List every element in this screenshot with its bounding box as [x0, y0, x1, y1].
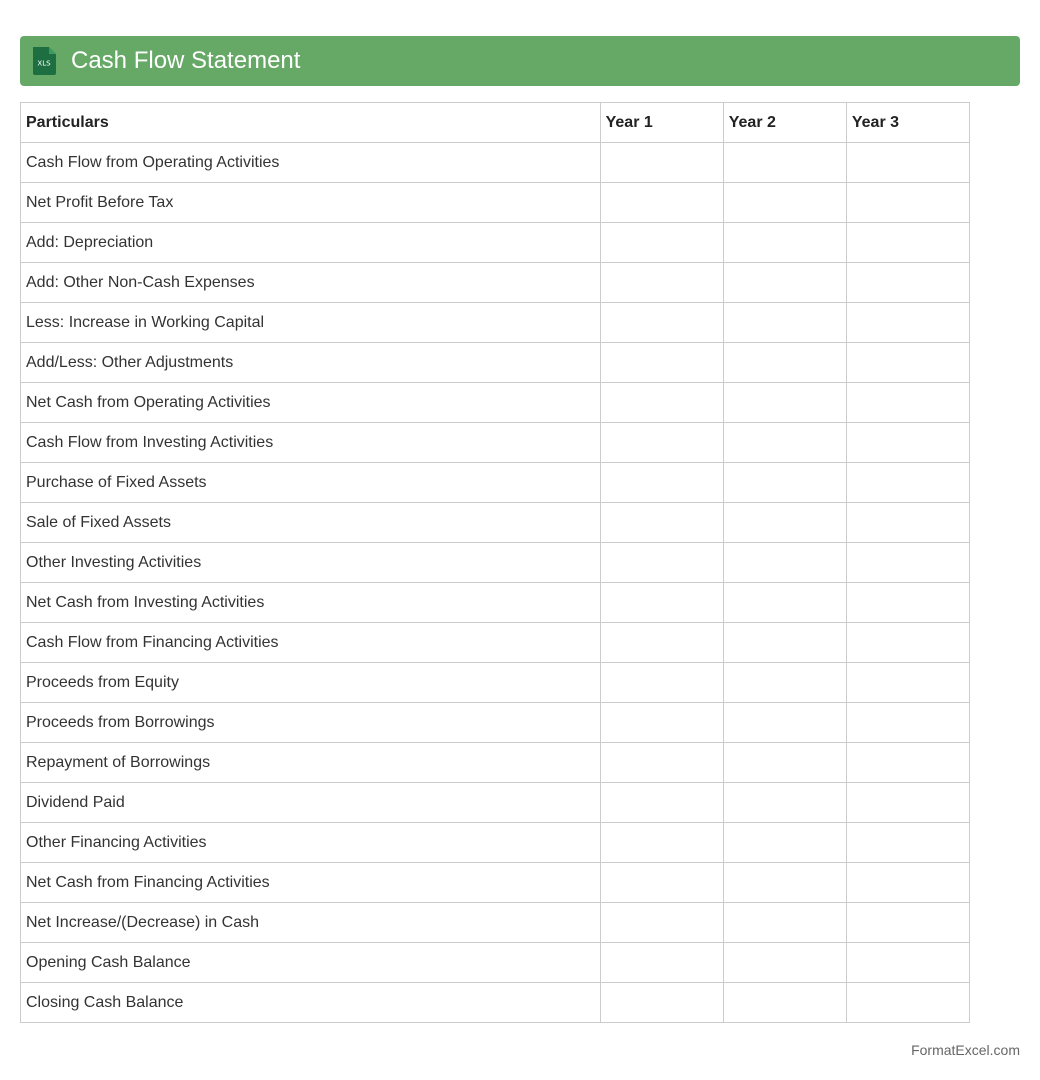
year-2-cell[interactable] — [723, 663, 846, 703]
year-3-cell[interactable] — [846, 383, 969, 423]
year-1-cell[interactable] — [600, 343, 723, 383]
year-1-cell[interactable] — [600, 543, 723, 583]
table-row — [21, 783, 970, 823]
row-label: Sale of Fixed Assets — [21, 503, 601, 543]
column-header-year-2: Year 2 — [723, 103, 846, 143]
table-row — [21, 543, 970, 583]
table-body — [21, 143, 970, 1023]
xls-file-icon — [30, 46, 58, 76]
year-2-cell[interactable] — [723, 303, 846, 343]
row-label: Repayment of Borrowings — [21, 743, 601, 783]
year-1-cell[interactable] — [600, 303, 723, 343]
table-row — [21, 343, 970, 383]
row-label: Other Financing Activities — [21, 823, 601, 863]
table-row — [21, 423, 970, 463]
table-row — [21, 143, 970, 183]
year-2-cell[interactable] — [723, 983, 846, 1023]
table-row — [21, 823, 970, 863]
row-label: Cash Flow from Investing Activities — [21, 423, 601, 463]
year-1-cell[interactable] — [600, 743, 723, 783]
year-3-cell[interactable] — [846, 703, 969, 743]
row-label: Cash Flow from Financing Activities — [21, 623, 601, 663]
row-label: Add/Less: Other Adjustments — [21, 343, 601, 383]
year-2-cell[interactable] — [723, 823, 846, 863]
table-row — [21, 503, 970, 543]
row-label: Proceeds from Equity — [21, 663, 601, 703]
year-3-cell[interactable] — [846, 223, 969, 263]
table-row — [21, 383, 970, 423]
table-row — [21, 663, 970, 703]
year-2-cell[interactable] — [723, 143, 846, 183]
row-label: Opening Cash Balance — [21, 943, 601, 983]
table-row — [21, 903, 970, 943]
cash-flow-table — [20, 102, 970, 1023]
page-title: Cash Flow Statement — [71, 47, 301, 74]
row-label: Purchase of Fixed Assets — [21, 463, 601, 503]
year-3-cell[interactable] — [846, 863, 969, 903]
year-2-cell[interactable] — [723, 343, 846, 383]
year-3-cell[interactable] — [846, 303, 969, 343]
row-label: Dividend Paid — [21, 783, 601, 823]
year-3-cell[interactable] — [846, 263, 969, 303]
year-2-cell[interactable] — [723, 423, 846, 463]
column-header-year-1: Year 1 — [600, 103, 723, 143]
year-2-cell[interactable] — [723, 223, 846, 263]
year-2-cell[interactable] — [723, 623, 846, 663]
table-row — [21, 623, 970, 663]
year-1-cell[interactable] — [600, 943, 723, 983]
row-label: Closing Cash Balance — [21, 983, 601, 1023]
table-row — [21, 263, 970, 303]
row-label: Net Cash from Investing Activities — [21, 583, 601, 623]
year-1-cell[interactable] — [600, 703, 723, 743]
year-1-cell[interactable] — [600, 983, 723, 1023]
row-label: Net Increase/(Decrease) in Cash — [21, 903, 601, 943]
year-1-cell[interactable] — [600, 383, 723, 423]
year-2-cell[interactable] — [723, 783, 846, 823]
table-row — [21, 303, 970, 343]
year-1-cell[interactable] — [600, 463, 723, 503]
year-1-cell[interactable] — [600, 423, 723, 463]
row-label: Net Cash from Operating Activities — [21, 383, 601, 423]
year-3-cell[interactable] — [846, 543, 969, 583]
table-row — [21, 183, 970, 223]
year-2-cell[interactable] — [723, 503, 846, 543]
table-row — [21, 583, 970, 623]
year-3-cell[interactable] — [846, 743, 969, 783]
row-label: Add: Other Non-Cash Expenses — [21, 263, 601, 303]
table-header-row — [21, 103, 970, 143]
table-row — [21, 223, 970, 263]
column-header-particulars: Particulars — [21, 103, 601, 143]
column-header-year-3: Year 3 — [846, 103, 969, 143]
svg-text:XLS: XLS — [37, 59, 51, 68]
year-1-cell[interactable] — [600, 863, 723, 903]
year-1-cell[interactable] — [600, 823, 723, 863]
year-3-cell[interactable] — [846, 583, 969, 623]
title-bar — [20, 36, 1020, 86]
table-row — [21, 703, 970, 743]
year-2-cell[interactable] — [723, 183, 846, 223]
year-3-cell[interactable] — [846, 343, 969, 383]
year-1-cell[interactable] — [600, 143, 723, 183]
year-1-cell[interactable] — [600, 663, 723, 703]
year-2-cell[interactable] — [723, 943, 846, 983]
year-2-cell[interactable] — [723, 903, 846, 943]
year-2-cell[interactable] — [723, 543, 846, 583]
table-row — [21, 863, 970, 903]
year-3-cell[interactable] — [846, 183, 969, 223]
year-3-cell[interactable] — [846, 503, 969, 543]
year-3-cell[interactable] — [846, 623, 969, 663]
year-3-cell[interactable] — [846, 983, 969, 1023]
year-3-cell[interactable] — [846, 903, 969, 943]
year-3-cell[interactable] — [846, 463, 969, 503]
year-1-cell[interactable] — [600, 623, 723, 663]
footer-brand: FormatExcel.com — [911, 1042, 1020, 1058]
row-label: Net Cash from Financing Activities — [21, 863, 601, 903]
year-1-cell[interactable] — [600, 183, 723, 223]
row-label: Other Investing Activities — [21, 543, 601, 583]
year-2-cell[interactable] — [723, 383, 846, 423]
table-row — [21, 463, 970, 503]
table-row — [21, 983, 970, 1023]
year-3-cell[interactable] — [846, 423, 969, 463]
year-1-cell[interactable] — [600, 903, 723, 943]
year-1-cell[interactable] — [600, 503, 723, 543]
row-label: Add: Depreciation — [21, 223, 601, 263]
year-2-cell[interactable] — [723, 863, 846, 903]
year-3-cell[interactable] — [846, 783, 969, 823]
year-1-cell[interactable] — [600, 263, 723, 303]
year-2-cell[interactable] — [723, 583, 846, 623]
year-3-cell[interactable] — [846, 143, 969, 183]
year-2-cell[interactable] — [723, 743, 846, 783]
year-1-cell[interactable] — [600, 223, 723, 263]
row-label: Less: Increase in Working Capital — [21, 303, 601, 343]
table-row — [21, 943, 970, 983]
year-2-cell[interactable] — [723, 703, 846, 743]
row-label: Cash Flow from Operating Activities — [21, 143, 601, 183]
year-1-cell[interactable] — [600, 583, 723, 623]
row-label: Proceeds from Borrowings — [21, 703, 601, 743]
year-3-cell[interactable] — [846, 823, 969, 863]
year-2-cell[interactable] — [723, 463, 846, 503]
year-2-cell[interactable] — [723, 263, 846, 303]
year-1-cell[interactable] — [600, 783, 723, 823]
table-row — [21, 743, 970, 783]
row-label: Net Profit Before Tax — [21, 183, 601, 223]
year-3-cell[interactable] — [846, 943, 969, 983]
year-3-cell[interactable] — [846, 663, 969, 703]
